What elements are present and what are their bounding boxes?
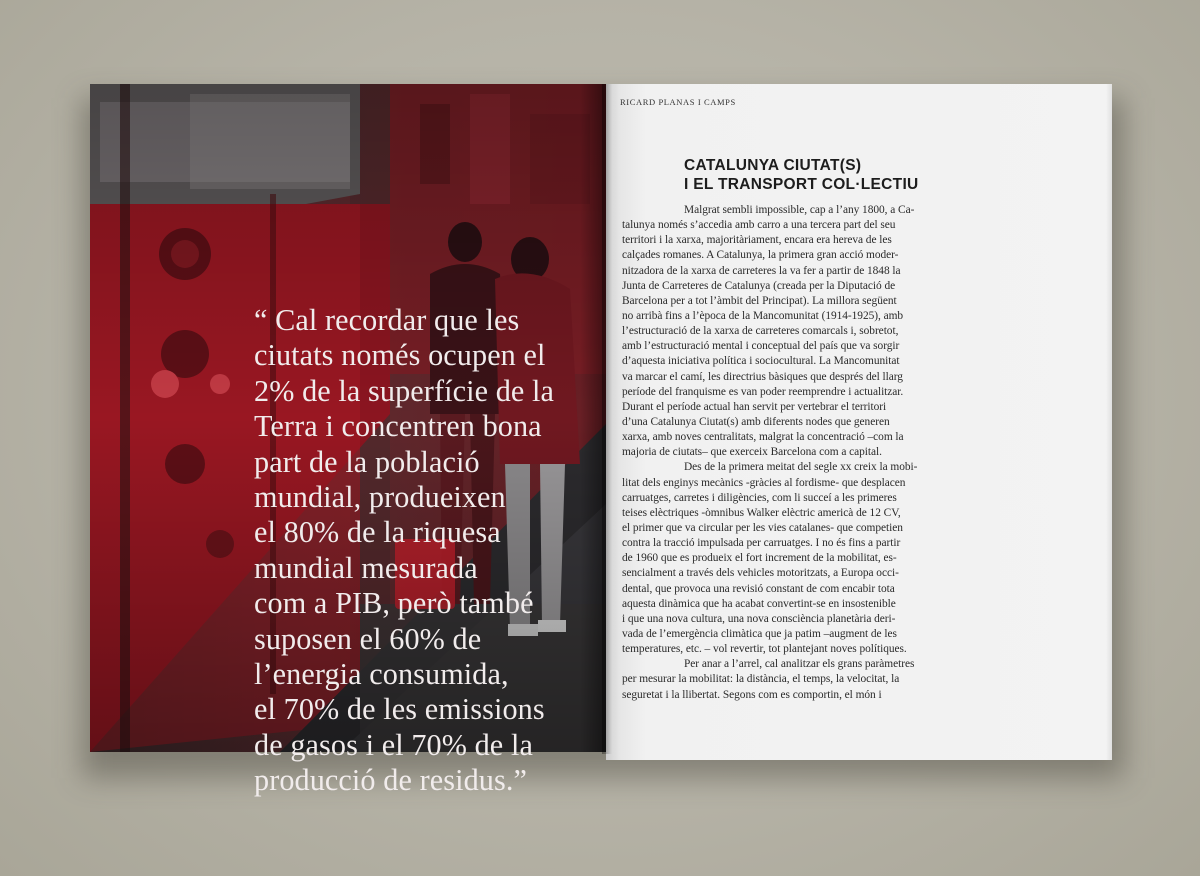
body-line: Per anar a l’arrel, cal analitzar els grans paràmetres [684, 658, 915, 671]
body-line: talunya només s’accedia amb carro a una tercera part del seu [622, 219, 896, 232]
body-line: període del franquisme es van poder reemprendre i actualitzar. [622, 385, 904, 398]
body-line: litat dels enginys mecànics -gràcies al fordisme- que desplacen [622, 476, 906, 489]
quote-line: com a PIB, però també [254, 586, 534, 621]
body-line: xarxa, amb noves centralitats, malgrat la concentració –com la [622, 431, 904, 444]
quote-line: suposen el 60% de [254, 621, 482, 656]
body-line: temperatures, etc. – vol revertir, tot plantejant noves polítiques. [622, 643, 907, 656]
quote-line: ciutats només ocupen el [254, 338, 546, 373]
article-body [622, 203, 952, 703]
body-line: calçades romanes. A Catalunya, la primera gran acció moder- [622, 249, 899, 262]
body-line: Durant el període actual han servit per vertebrar el territori [622, 400, 887, 413]
body-line: d’una Catalunya Ciutat(s) amb diferents nodes que generen [622, 415, 890, 428]
body-line: i que una nova cultura, una nova consciència planetària deri- [622, 612, 896, 625]
quote-line: Terra i concentren bona [254, 409, 542, 444]
body-line: dental, que provoca una revisió constant de com encabir tota [622, 582, 895, 595]
title-line: I EL TRANSPORT COL·LECTIU [684, 176, 919, 193]
body-line: teises elèctriques -òmnibus Walker elèctric americà de 12 CV, [622, 506, 901, 519]
body-line: nitzadora de la xarxa de carreteres la va fer a partir de 1848 la [622, 264, 901, 277]
left-page-photo [90, 84, 606, 798]
quote-line: mundial mesurada [254, 550, 478, 585]
body-line: amb l’estructuració mental i conceptual del país que va sorgir [622, 340, 900, 353]
body-line: carruatges, carretes i diligències, com li succeí a les primeres [622, 491, 897, 504]
body-line: sencialment a través dels vehicles motoritzats, a Europa occi- [622, 567, 899, 580]
quote-line: “ Cal recordar que les [254, 303, 520, 337]
body-line: de 1960 que es produeix el fort increment de la mobilitat, es- [622, 552, 897, 565]
body-line: Malgrat sembli impossible, cap a l’any 1800, a Ca- [684, 204, 915, 216]
body-line: per mesurar la mobilitat: la distància, el temps, la velocitat, la [622, 673, 900, 686]
article-title [684, 156, 919, 194]
quote-line: el 80% de la riquesa [254, 515, 501, 550]
body-line: majoria de ciutats– que exerceix Barcelona com a capital. [622, 446, 882, 459]
body-line: va marcar el camí, les directrius bàsiques que després del llarg [622, 370, 903, 383]
body-line: Junta de Carreteres de Catalunya (creada per la Diputació de [622, 279, 896, 292]
quote-line: el 70% de les emissions [254, 692, 545, 727]
quote-line: 2% de la superfície de la [254, 373, 555, 408]
body-line: territori i la xarxa, majoritàriament, encara era hereva de les [622, 234, 892, 247]
body-line: seguretat i la llibertat. Segons com es comportin, el món i [622, 688, 882, 701]
body-line: no arribà fins a l’època de la Mancomunitat (1914-1925), amb [622, 309, 904, 322]
body-line: Barcelona per a tot l’àmbit del Principat). La millora següent [622, 294, 897, 307]
quote-line: producció de residus.” [254, 763, 527, 798]
spine-shadow [602, 84, 612, 754]
quote-line: l’energia consumida, [254, 657, 509, 692]
title-line: CATALUNYA CIUTAT(S) [684, 157, 862, 174]
body-line: el primer que va circular per les vies catalanes- que competien [622, 521, 903, 534]
right-page [606, 84, 1112, 760]
body-line: contra la tracció impulsada per carruatges. I no és fins a partir [622, 537, 901, 550]
quote-line: mundial, produeixen [254, 480, 506, 515]
pull-quote [254, 303, 584, 799]
body-line: Des de la primera meitat del segle xx creix la mobi- [684, 461, 918, 474]
body-line: aquesta dinàmica que ha acabat convertint-se en insostenible [622, 597, 896, 610]
body-line: l’estructuració de la xarxa de carreteres comarcals i, sobretot, [622, 325, 899, 338]
body-line: d’aquesta iniciativa política i sociocultural. La Mancomunitat [622, 355, 900, 368]
quote-line: part de la població [254, 444, 480, 479]
running-head: RICARD PLANAS I CAMPS [620, 97, 736, 107]
body-line: vada de l’emergència climàtica que ja patim –augment de les [622, 627, 897, 640]
quote-line: de gasos i el 70% de la [254, 727, 533, 762]
